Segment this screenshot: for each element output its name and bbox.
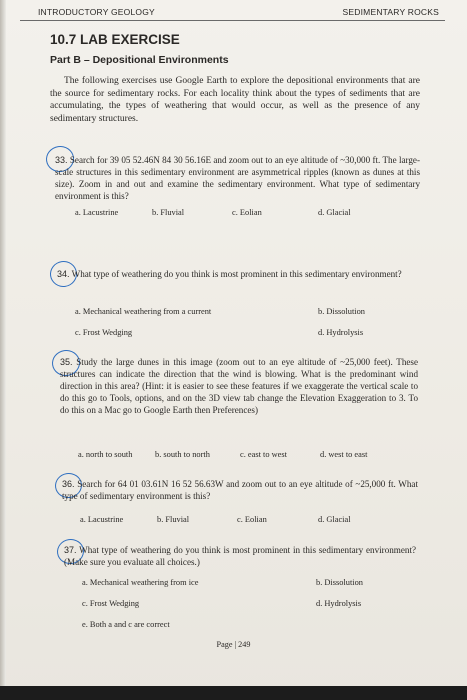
page-number: Page | 249 [216, 640, 251, 649]
question-34-text: What type of weathering do you think is most prominent in this sedimentary environment? [71, 269, 402, 279]
question-37-number: 37. [64, 545, 77, 555]
question-34-number: 34. [57, 269, 70, 279]
page-edge-shadow [0, 0, 6, 700]
q34-option-b[interactable]: b. Dissolution [318, 307, 365, 316]
q33-option-a[interactable]: a. Lacustrine [75, 208, 119, 217]
q37-option-b[interactable]: b. Dissolution [316, 578, 363, 587]
intro-paragraph: The following exercises use Google Earth to explore the depositional environments that are the source for sedimentary rocks. For each locality think about the types of sediments that are accumulating, the types of weathering that would occur, as well as the presence of any sedimentary structures. [50, 76, 420, 124]
q37-option-a[interactable]: a. Mechanical weathering from ice [82, 578, 199, 587]
running-header [20, 3, 445, 21]
q33-option-b[interactable]: b. Fluvial [152, 208, 185, 217]
q37-option-d[interactable]: d. Hydrolysis [316, 599, 362, 608]
question-34 [57, 268, 419, 280]
q36-option-d[interactable]: d. Glacial [318, 515, 351, 524]
question-33 [55, 154, 420, 202]
question-36-text: Search for 64 01 03.61N 16 52 56.63W and zoom out to an eye altitude of ~25,000 ft. What type of sedimentary environment is this? [62, 479, 418, 501]
question-35-text: Study the large dunes in this image (zoom out to an eye altitude of ~25,000 feet). These structures can indicate the direction that the wind is blowing. What is the predominant wind direction in this area? (Hint: it is easier to see these features if we exaggerate the vertical scale to do this go to Tools, options, and on the 3D view tab change the Elevation Exaggeration to 3. To do this on a Mac go to Google Earth then Preferences) [60, 357, 418, 415]
header-right-text: SEDIMENTARY ROCKS [342, 7, 439, 17]
question-33-number: 33. [55, 155, 68, 165]
q33-option-c[interactable]: c. Eolian [232, 208, 262, 217]
q35-option-d[interactable]: d. west to east [320, 450, 368, 459]
question-35-number: 35. [60, 357, 73, 367]
header-left-text: INTRODUCTORY GEOLOGY [38, 7, 155, 17]
question-36-number: 36. [62, 479, 75, 489]
q35-option-a[interactable]: a. north to south [78, 450, 133, 459]
q36-option-c[interactable]: c. Eolian [237, 515, 267, 524]
question-37 [64, 544, 416, 568]
question-37-text: What type of weathering do you think is most prominent in this sedimentary environment? (Make sure you evaluate all choices.) [64, 545, 417, 567]
section-subtitle: Part B – Depositional Environments [50, 54, 229, 66]
q34-option-d[interactable]: d. Hydrolysis [318, 328, 364, 337]
q36-option-a[interactable]: a. Lacustrine [80, 515, 124, 524]
q35-option-b[interactable]: b. south to north [155, 450, 210, 459]
q34-option-a[interactable]: a. Mechanical weathering from a current [75, 307, 212, 316]
q34-option-c[interactable]: c. Frost Wedging [75, 328, 133, 337]
q35-option-c[interactable]: c. east to west [240, 450, 287, 459]
q37-option-e[interactable]: e. Both a and c are correct [82, 620, 170, 629]
question-36 [62, 478, 418, 502]
q37-option-c[interactable]: c. Frost Wedging [82, 599, 140, 608]
section-title: 10.7 LAB EXERCISE [50, 32, 180, 47]
q33-option-d[interactable]: d. Glacial [318, 208, 351, 217]
question-35 [60, 356, 418, 416]
q36-option-b[interactable]: b. Fluvial [157, 515, 190, 524]
bottom-shadow-strip [0, 686, 467, 700]
question-33-text: Search for 39 05 52.46N 84 30 56.16E and zoom out to an eye altitude of ~30,000 ft. The large-scale structures in this sedimentary environment are asymmetrical ripples (known as dunes at this size). Zoom in and out and examine the sedimentary environment. What type of sedimentary environment is this? [55, 155, 420, 201]
